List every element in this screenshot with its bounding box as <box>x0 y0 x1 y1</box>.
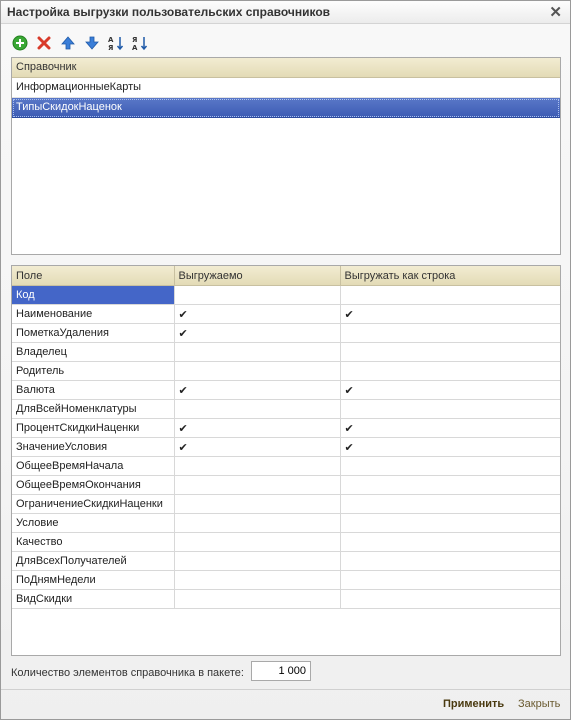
title-bar <box>1 1 570 24</box>
export-checkbox-cell[interactable] <box>174 400 340 419</box>
table-row[interactable] <box>12 438 560 457</box>
export-checkbox-cell[interactable] <box>174 552 340 571</box>
field-name-cell[interactable]: Качество <box>12 533 174 552</box>
field-name-cell[interactable]: ОбщееВремяНачала <box>12 457 174 476</box>
field-name-cell[interactable]: Наименование <box>12 305 174 324</box>
field-name-cell[interactable]: ОбщееВремяОкончания <box>12 476 174 495</box>
table-row[interactable] <box>12 286 560 305</box>
table-row[interactable] <box>12 419 560 438</box>
export-checkbox-cell[interactable] <box>174 457 340 476</box>
as-string-checkbox-cell[interactable] <box>340 590 560 609</box>
move-up-icon[interactable] <box>59 34 77 52</box>
export-checkbox-cell[interactable] <box>174 590 340 609</box>
table-row[interactable] <box>12 381 560 400</box>
column-header-as-string[interactable]: Выгружать как строка <box>340 266 560 286</box>
export-checkbox-cell[interactable] <box>174 495 340 514</box>
as-string-checkbox-cell[interactable] <box>340 400 560 419</box>
svg-text:Я: Я <box>132 36 138 44</box>
table-row[interactable] <box>12 571 560 590</box>
close-icon[interactable]: ✕ <box>549 4 562 21</box>
field-name-cell[interactable]: ДляВсейНоменклатуры <box>12 400 174 419</box>
table-row[interactable] <box>12 514 560 533</box>
checkmark-icon: ✔ <box>178 422 188 435</box>
as-string-checkbox-cell[interactable] <box>340 552 560 571</box>
table-row[interactable] <box>12 533 560 552</box>
as-string-checkbox-cell[interactable] <box>340 286 560 305</box>
checkmark-icon: ✔ <box>178 327 188 340</box>
table-row[interactable] <box>12 305 560 324</box>
toolbar <box>11 34 149 52</box>
as-string-checkbox-cell[interactable] <box>340 476 560 495</box>
as-string-checkbox-cell[interactable] <box>340 362 560 381</box>
sort-desc-icon[interactable] <box>131 34 149 52</box>
sort-asc-icon[interactable] <box>107 34 125 52</box>
as-string-checkbox-cell[interactable] <box>340 533 560 552</box>
field-name-cell[interactable]: ПометкаУдаления <box>12 324 174 343</box>
field-name-cell[interactable]: ВидСкидки <box>12 590 174 609</box>
checkmark-icon: ✔ <box>344 384 354 397</box>
apply-button[interactable]: Применить <box>443 698 505 710</box>
batch-size-input[interactable] <box>251 661 311 681</box>
export-checkbox-cell[interactable] <box>174 286 340 305</box>
as-string-checkbox-cell[interactable] <box>340 381 560 400</box>
table-row[interactable] <box>12 457 560 476</box>
export-checkbox-cell[interactable] <box>174 381 340 400</box>
directory-item[interactable]: ИнформационныеКарты <box>12 78 560 98</box>
checkmark-icon: ✔ <box>344 422 354 435</box>
field-name-cell[interactable]: ПроцентСкидкиНаценки <box>12 419 174 438</box>
export-checkbox-cell[interactable] <box>174 438 340 457</box>
as-string-checkbox-cell[interactable] <box>340 343 560 362</box>
field-name-cell[interactable]: Владелец <box>12 343 174 362</box>
table-row[interactable] <box>12 495 560 514</box>
directory-item-selected[interactable]: ТипыСкидокНаценок <box>12 98 560 118</box>
checkmark-icon: ✔ <box>178 441 188 454</box>
close-button[interactable]: Закрыть <box>518 698 561 710</box>
fields-header-row <box>12 266 560 286</box>
svg-text:А: А <box>132 44 138 51</box>
directories-list[interactable] <box>11 57 561 255</box>
checkmark-icon: ✔ <box>178 384 188 397</box>
table-row[interactable] <box>12 343 560 362</box>
delete-icon[interactable] <box>35 34 53 52</box>
export-checkbox-cell[interactable] <box>174 571 340 590</box>
directories-header[interactable]: Справочник <box>12 58 560 78</box>
field-name-cell[interactable]: Родитель <box>12 362 174 381</box>
export-checkbox-cell[interactable] <box>174 476 340 495</box>
field-name-cell[interactable]: Условие <box>12 514 174 533</box>
table-row[interactable] <box>12 552 560 571</box>
checkmark-icon: ✔ <box>344 308 354 321</box>
field-name-cell[interactable]: ПоДнямНедели <box>12 571 174 590</box>
export-checkbox-cell[interactable] <box>174 305 340 324</box>
field-name-cell[interactable]: ОграничениеСкидкиНаценки <box>12 495 174 514</box>
checkmark-icon: ✔ <box>178 308 188 321</box>
as-string-checkbox-cell[interactable] <box>340 495 560 514</box>
field-name-cell[interactable]: Код <box>12 286 174 305</box>
as-string-checkbox-cell[interactable] <box>340 324 560 343</box>
as-string-checkbox-cell[interactable] <box>340 457 560 476</box>
window-title: Настройка выгрузки пользовательских справочников <box>7 5 331 19</box>
batch-size-label: Количество элементов справочника в пакете: <box>11 667 244 679</box>
field-name-cell[interactable]: ЗначениеУсловия <box>12 438 174 457</box>
export-checkbox-cell[interactable] <box>174 533 340 552</box>
table-row[interactable] <box>12 400 560 419</box>
export-checkbox-cell[interactable] <box>174 324 340 343</box>
column-header-export[interactable]: Выгружаемо <box>174 266 340 286</box>
export-checkbox-cell[interactable] <box>174 514 340 533</box>
as-string-checkbox-cell[interactable] <box>340 305 560 324</box>
checkmark-icon: ✔ <box>344 441 354 454</box>
footer-divider <box>1 689 570 690</box>
add-icon[interactable] <box>11 34 29 52</box>
svg-text:А: А <box>108 36 114 44</box>
table-row[interactable] <box>12 590 560 609</box>
column-header-field[interactable]: Поле <box>12 266 174 286</box>
export-checkbox-cell[interactable] <box>174 343 340 362</box>
table-row[interactable] <box>12 362 560 381</box>
table-row[interactable] <box>12 476 560 495</box>
as-string-checkbox-cell[interactable] <box>340 514 560 533</box>
move-down-icon[interactable] <box>83 34 101 52</box>
field-name-cell[interactable]: ДляВсехПолучателей <box>12 552 174 571</box>
as-string-checkbox-cell[interactable] <box>340 419 560 438</box>
fields-table <box>11 265 561 656</box>
field-name-cell[interactable]: Валюта <box>12 381 174 400</box>
export-checkbox-cell[interactable] <box>174 419 340 438</box>
as-string-checkbox-cell[interactable] <box>340 571 560 590</box>
as-string-checkbox-cell[interactable] <box>340 438 560 457</box>
svg-text:Я: Я <box>108 44 114 51</box>
table-row[interactable] <box>12 324 560 343</box>
export-checkbox-cell[interactable] <box>174 362 340 381</box>
